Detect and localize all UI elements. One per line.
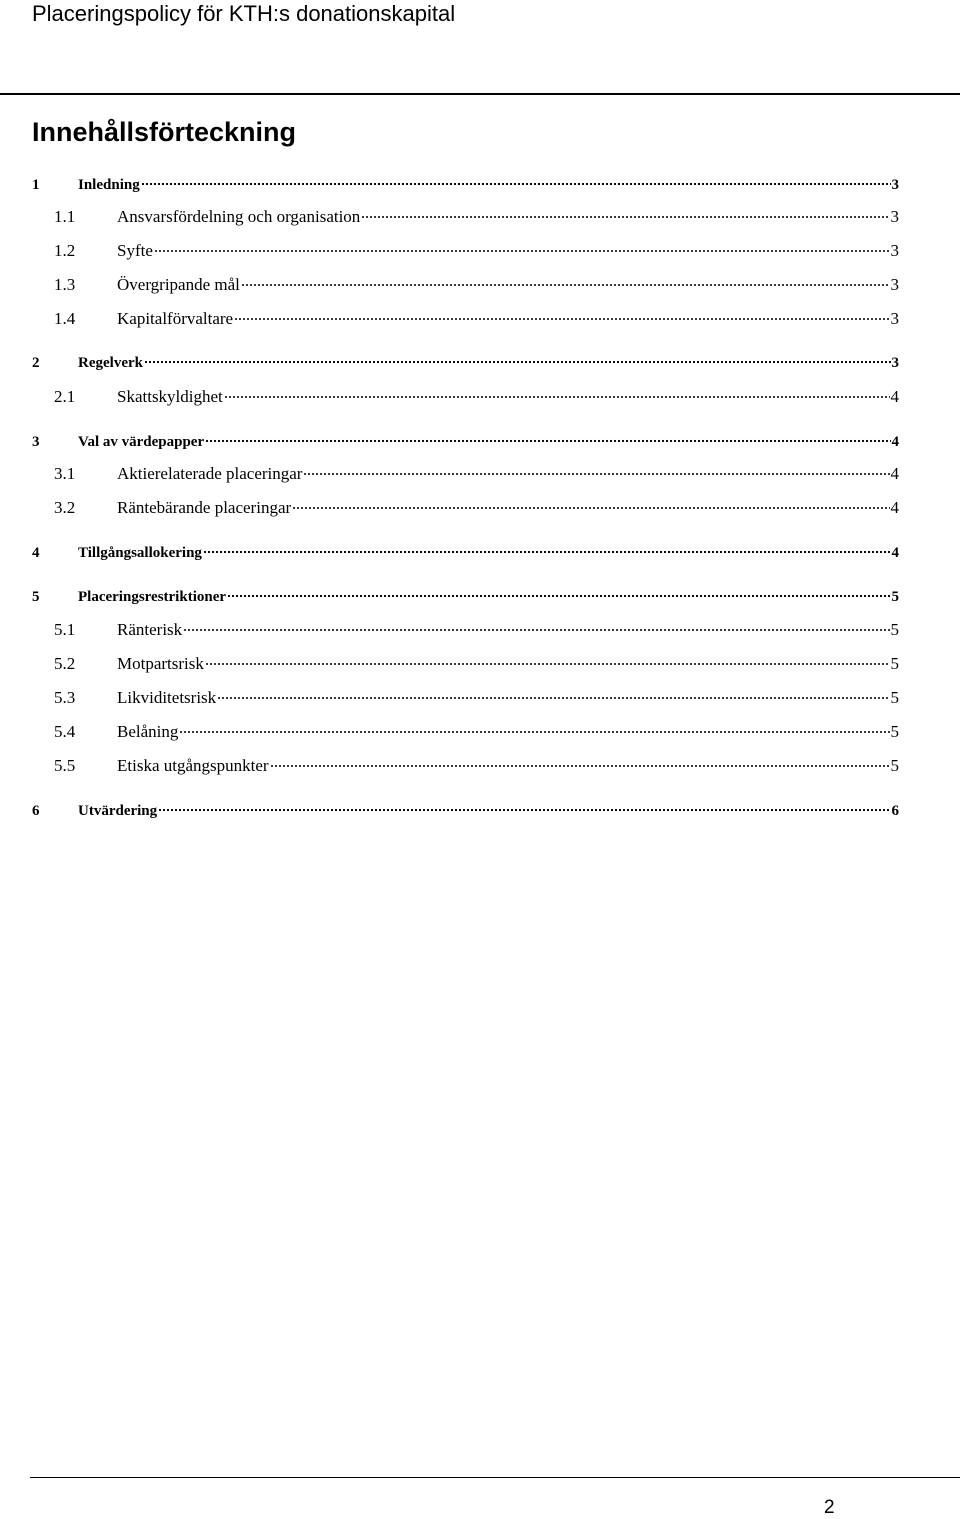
toc-dot-leader: [141, 177, 891, 189]
toc-entry-label: Ränterisk: [117, 620, 183, 639]
footer-divider: [30, 1477, 960, 1478]
toc-entry-chapter[interactable]: [32, 586, 899, 608]
toc-dot-leader: [361, 210, 889, 222]
toc-dot-leader: [144, 355, 891, 367]
toc-entry-section[interactable]: [54, 206, 899, 228]
toc-dot-leader: [203, 545, 891, 557]
toc-entry-chapter[interactable]: [32, 352, 899, 374]
toc-dot-leader: [179, 725, 889, 737]
toc-entry-number: 3: [32, 434, 40, 450]
toc-entry-number: 5.1: [54, 620, 76, 639]
toc-entry-chapter[interactable]: [32, 431, 899, 453]
toc-dot-leader: [224, 390, 890, 402]
toc-entry-page: 4: [890, 498, 899, 517]
toc-dot-leader: [154, 244, 890, 256]
toc-entry-section[interactable]: [54, 240, 899, 262]
toc-entry-number: 5.3: [54, 688, 76, 707]
toc-entry-number: 1.2: [54, 241, 76, 260]
toc-entry-page: 5: [890, 722, 899, 741]
toc-dot-leader: [205, 434, 890, 446]
toc-entry-page: 4: [890, 464, 899, 483]
toc-entry-label: Motpartsrisk: [117, 654, 204, 673]
toc-entry-number: 1: [32, 177, 40, 193]
toc-dot-leader: [234, 312, 889, 324]
toc-entry-label: Likviditetsrisk: [117, 688, 217, 707]
toc-entry-label: Inledning: [78, 177, 140, 193]
toc-entry-number: 5.5: [54, 756, 76, 775]
toc-entry-page: 3: [891, 177, 899, 193]
toc-entry-page: 4: [890, 387, 899, 406]
toc-dot-leader: [227, 589, 890, 601]
toc-entry-page: 5: [890, 620, 899, 639]
toc-dot-leader: [205, 657, 890, 669]
toc-entry-chapter[interactable]: [32, 174, 899, 196]
toc-entry-number: 3.1: [54, 464, 76, 483]
toc-entry-label: Skattskyldighet: [117, 387, 223, 406]
header-divider: [0, 93, 960, 95]
toc-entry-page: 3: [891, 355, 899, 371]
toc-entry-label: Räntebärande placeringar: [117, 498, 292, 517]
toc-entry-label: Val av värdepapper: [78, 434, 205, 450]
toc-entry-label: Syfte: [117, 241, 153, 260]
document-header-title: Placeringspolicy för KTH:s donationskapital: [32, 1, 456, 26]
toc-entry-label: Tillgångsallokering: [78, 545, 202, 561]
toc-entry-label: Utvärdering: [78, 803, 158, 819]
toc-dot-leader: [241, 278, 890, 290]
toc-entry-page: 5: [890, 688, 899, 707]
toc-entry-number: 4: [32, 545, 40, 561]
toc-entry-page: 6: [891, 803, 899, 819]
toc-entry-number: 5.4: [54, 722, 76, 741]
toc-entry-label: Aktierelaterade placeringar: [117, 464, 303, 483]
toc-entry-page: 4: [891, 434, 899, 450]
toc-entry-label: Placeringsrestriktioner: [78, 589, 227, 605]
toc-dot-leader: [270, 759, 890, 771]
page-number: 2: [824, 1497, 835, 1518]
toc-dot-leader: [183, 623, 889, 635]
toc-entry-section[interactable]: [54, 687, 899, 709]
toc-entry-number: 5.2: [54, 654, 76, 673]
toc-entry-label: Belåning: [117, 722, 179, 741]
toc-entry-chapter[interactable]: [32, 542, 899, 564]
toc-entry-label: Regelverk: [78, 355, 143, 371]
toc-entry-page: 5: [890, 654, 899, 673]
toc-entry-section[interactable]: [54, 386, 899, 408]
toc-entry-page: 4: [891, 545, 899, 561]
toc-heading: Innehållsförteckning: [32, 117, 297, 147]
toc-entry-page: 3: [890, 275, 899, 294]
toc-entry-number: 6: [32, 803, 40, 819]
toc-entry-number: 1.4: [54, 309, 76, 328]
toc-entry-number: 2: [32, 355, 40, 371]
toc-entry-number: 5: [32, 589, 40, 605]
toc-entry-section[interactable]: [54, 274, 899, 296]
toc-entry-label: Ansvarsfördelning och organisation: [117, 207, 361, 226]
toc-entry-section[interactable]: [54, 497, 899, 519]
toc-entry-number: 2.1: [54, 387, 76, 406]
toc-entry-page: 3: [890, 241, 899, 260]
toc-entry-section[interactable]: [54, 308, 899, 330]
toc-entry-label: Etiska utgångspunkter: [117, 756, 269, 775]
toc-dot-leader: [303, 467, 889, 479]
toc-entry-section[interactable]: [54, 653, 899, 675]
toc-entry-chapter[interactable]: [32, 800, 899, 822]
toc-entry-page: 3: [890, 309, 899, 328]
toc-entry-page: 3: [890, 207, 899, 226]
toc-entry-label: Kapitalförvaltare: [117, 309, 234, 328]
toc-dot-leader: [292, 501, 889, 513]
toc-entry-section[interactable]: [54, 721, 899, 743]
toc-entry-label: Övergripande mål: [117, 275, 240, 294]
toc-entry-number: 1.3: [54, 275, 76, 294]
toc-entry-number: 1.1: [54, 207, 76, 226]
toc-entry-page: 5: [891, 589, 899, 605]
toc-dot-leader: [217, 691, 889, 703]
toc-dot-leader: [158, 803, 890, 815]
toc-entry-page: 5: [890, 756, 899, 775]
toc-entry-number: 3.2: [54, 498, 76, 517]
toc-entry-section[interactable]: [54, 619, 899, 641]
toc-entry-section[interactable]: [54, 463, 899, 485]
toc-entry-section[interactable]: [54, 755, 899, 777]
